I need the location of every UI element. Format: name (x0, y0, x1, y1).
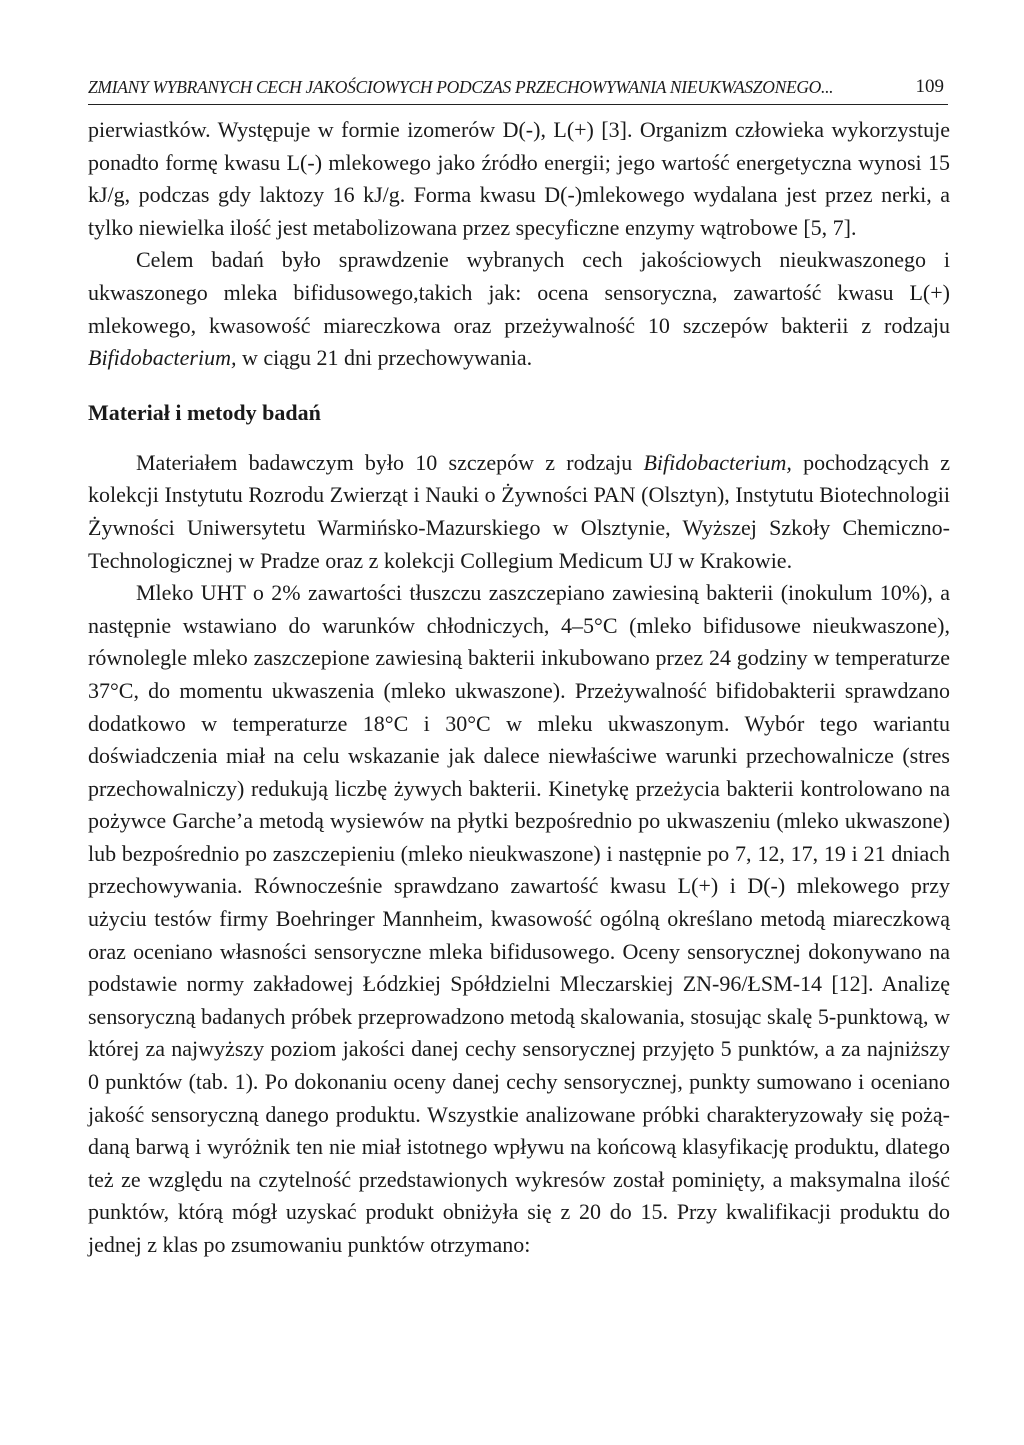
intro-aim-paragraph (88, 244, 950, 374)
genus-name: Bifidobacterium, (88, 345, 237, 371)
genus-name: Bifidobacterium, (643, 449, 792, 475)
aim-text-start: Celem badań było sprawdzenie wybranych cech jakościowych nieukwaszonego i ukwaszonego mleka bifidusowego,takich jak: ocena sensoryczna, zawartość kwasu L(+) mlekowego, kwasowość miareczkowa oraz przeżywalność 10 szczepów bakterii z rodzaju (88, 247, 950, 338)
article-body (88, 114, 950, 1262)
material-text-start: Materiałem badawczym było 10 szczepów z rodzaju (136, 449, 644, 475)
aim-text-end: w ciągu 21 dni przechowywania. (236, 345, 533, 371)
running-title: ZMIANY WYBRANYCH CECH JAKOŚCIOWYCH PODCZAS PRZECHOWYWANIA NIEUKWASZONEGO... (88, 77, 834, 97)
page-number: 109 (915, 76, 944, 97)
running-header (88, 74, 948, 105)
methods-procedure-paragraph: Mleko UHT o 2% zawartości tłuszczu zaszczepiano zawiesiną bakterii (inokulum 10%), a następnie wstawiano do warunków chłodniczych, 4–5°C (mleko bifidusowe nieukwaszone), równolegle mleko zaszczepione zawiesiną bakterii inkubowano przez 24 godziny w temperaturze 37°C, do momentu ukwaszenia (mleko ukwaszone). Przeżywalność bifidobakterii sprawdzano dodatkowo w temperaturze 18°C i 30°C w mleku ukwaszonym. Wybór tego wariantu doświadczenia miał na celu wskazanie jak dalece niewłaściwe warunki przechowalnicze (stres przechowalniczy) redukują liczbę żywych bakterii. Kinetykę przeżycia bakterii kontrolowano na pożywce Garche’a metodą wysiewów na płytki bezpośrednio po ukwaszeniu (mleko ukwaszone) lub bezpośrednio po zaszczepieniu (mleko nieukwaszone) i następnie po 7, 12, 17, 19 i 21 dniach przechowywania. Równocześnie sprawdzano zawartość kwasu L(+) i D(-) mlekowego przy użyciu testów firmy Boehringer Mannheim, kwasowość ogólną określano metodą miareczkową oraz oceniano własności sensoryczne mleka bifidusowego. Oceny sensorycznej dokonywano na podstawie normy zakładowej Łódzkiej Spółdzielni Mleczarskiej ZN-96/ŁSM-14 [12]. Analizę sensoryczną badanych próbek przeprowadzono metodą skalowania, stosując skalę 5-punktową, w której za najwyższy poziom jakości danej cechy sensorycznej przyjęto 5 punktów, a za najniższy 0 punktów (tab. 1). Po dokonaniu oceny danej cechy sensorycznej, punkty sumowano i oceniano jakość sensoryczną danego produktu. Wszystkie analizowane próbki charakteryzowały się pożądaną barwą i wyróżnik ten nie miał istotnego wpływu na końcową klasyfikację produktu, dlatego też ze względu na czytelność przedstawionych wykresów został pominięty, a maksymalna ilość punktów, którą mógł uzyskać produkt obniżyła się z 20 do 15. Przy kwalifikacji produktu do jednej z klas po zsumowaniu punktów otrzymano: (88, 580, 950, 1257)
intro-paragraph-continued: pierwiastków. Występuje w formie izomerów D(-), L(+) [3]. Organizm człowieka wykorzystuje ponadto formę kwasu L(-) mlekowego jako źródło energii; jego wartość energetyczna wynosi 15 kJ/g, podczas gdy laktozy 16 kJ/g. Forma kwasu D(-)mlekowego wydalana jest przez nerki, a tylko niewielka ilość jest metabolizowana przez specyficzne enzymy wątrobowe [5, 7]. (88, 117, 950, 240)
methods-material-paragraph (88, 447, 950, 577)
section-heading-methods: Materiał i metody badań (88, 399, 321, 425)
material-text-end: pochodzących z kolekcji Instytutu Rozrodu Zwierząt i Nauki o Żywności PAN (Olsztyn), Instytutu Biotechnologii Żywności Uniwersytetu Warmińsko-Mazurskiego w Olsztynie, Wyższej Szkoły Chemiczno-Technologicznej w Pradze oraz z kolekcji Collegium Medicum UJ w Krakowie. (88, 449, 950, 573)
